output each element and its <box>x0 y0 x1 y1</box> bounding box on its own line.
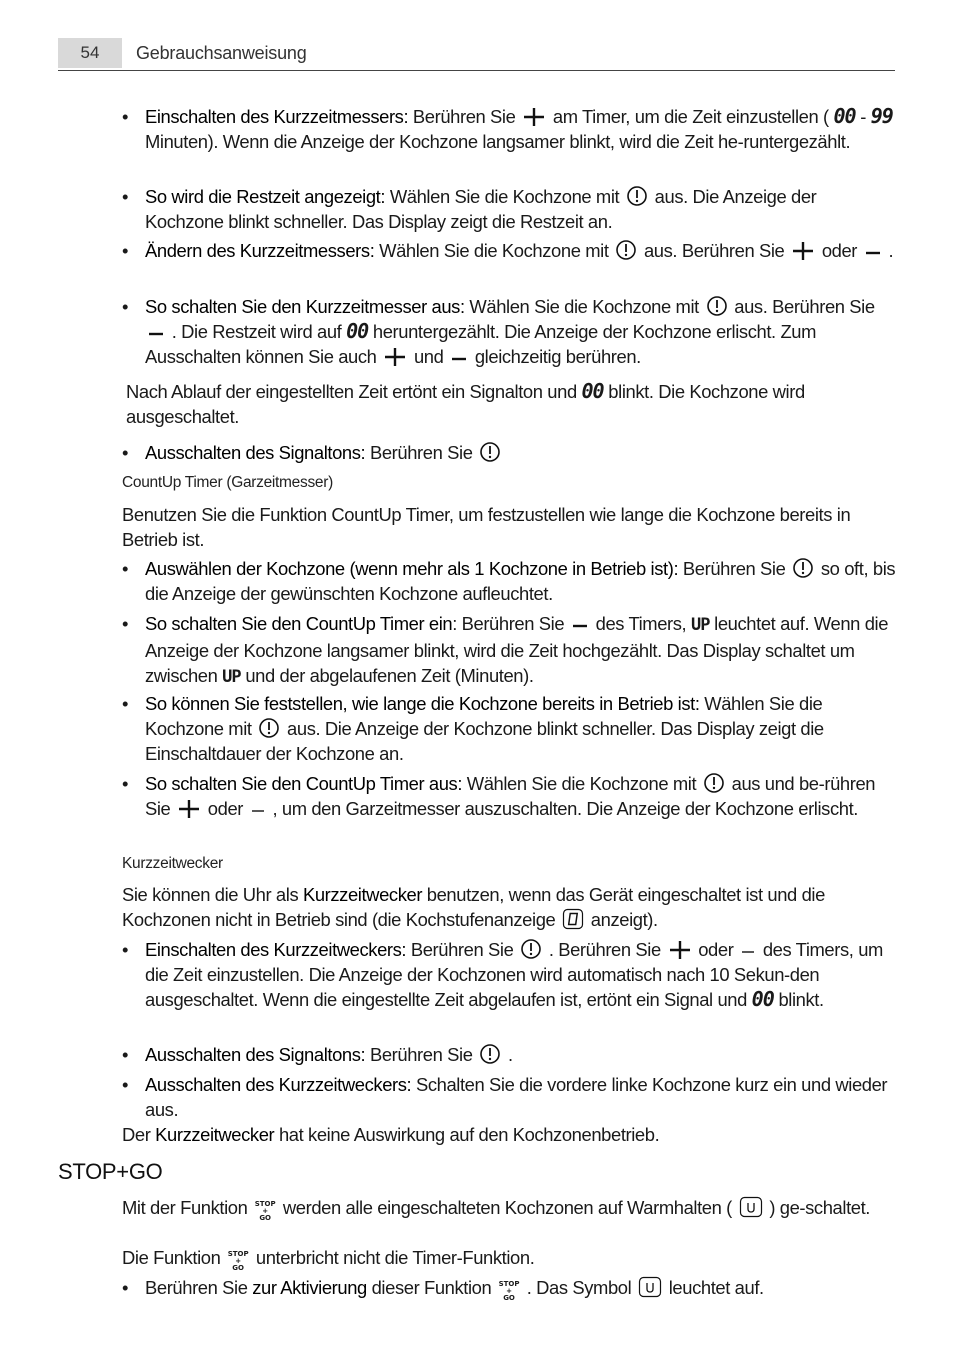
text: Die Funktion <box>122 1247 226 1268</box>
term: Ändern des Kurzzeitmessers: <box>145 240 375 261</box>
section-heading-stopgo: STOP+GO <box>58 1159 163 1184</box>
text: leuchtet auf. <box>664 1277 764 1298</box>
list-item-stopgo-activate <box>145 1275 897 1302</box>
list-item-countup-off <box>145 771 897 821</box>
minus-icon <box>571 614 589 634</box>
text: . Die Restzeit wird auf <box>167 321 347 342</box>
page-number: 54 <box>80 43 100 62</box>
text: Schalten Sie die vordere linke Kochzone kurz ein und wieder aus. <box>145 1074 888 1120</box>
plus-icon <box>383 347 407 367</box>
page-number-box <box>58 38 122 68</box>
text: so oft, bis die Anzeige der gewünschten Kochzone aufleuchtet. <box>145 558 896 604</box>
subheading-countup: CountUp Timer (Garzeitmesser) <box>122 474 333 491</box>
term: Kurzzeitwecker <box>302 884 423 905</box>
term: Ausschalten des Signaltons: <box>145 1044 366 1065</box>
minus-icon <box>864 241 882 261</box>
subheading-kurzzeitwecker: Kurzzeitwecker <box>122 855 223 872</box>
text: - <box>855 106 871 127</box>
text: Nach Ablauf der eingestellten Zeit ertönt ein Signalton und <box>126 381 582 402</box>
paragraph-stopgo-intro <box>122 1195 897 1222</box>
text: am Timer, um die Zeit einzustellen ( <box>548 106 834 127</box>
text: blinkt. Die Kochzone wird ausgeschaltet. <box>126 381 805 427</box>
go-label: GO <box>232 1264 244 1272</box>
text: Wählen Sie die Kochzone mit <box>374 240 614 261</box>
plus-icon <box>177 799 201 819</box>
minus-icon <box>250 799 266 819</box>
text: benutzen, wenn das Gerät eingeschaltet ist und die Kochzonen nicht in Betrieb sind (die Kochstufenanzeige <box>122 884 825 930</box>
text: Sie können die Uhr als <box>122 884 303 905</box>
text: Berühren Sie <box>365 442 478 463</box>
text: aus. Die Anzeige der Kochzone blinkt schneller. Das Display zeigt die Restzeit an. <box>145 186 817 232</box>
paragraph-countup-intro: Benutzen Sie die Funktion CountUp Timer, um festzustellen wie lange die Kochzone bereits in Betrieb ist. <box>122 504 851 550</box>
text: Berühren Sie <box>145 1277 253 1298</box>
keep-warm-icon <box>638 1276 662 1298</box>
list-item-select-zone <box>145 556 897 606</box>
timer-icon <box>792 557 814 579</box>
text: aus. Die Anzeige der Kochzone blinkt schneller. Das Display zeigt die Einschaltdauer der Kochzone an. <box>145 718 824 764</box>
timer-icon <box>479 441 501 463</box>
list-item-elapsed-time <box>145 691 897 766</box>
stop-label: STOP <box>498 1280 520 1288</box>
stop-label: STOP <box>254 1200 276 1208</box>
header-rule <box>58 70 895 71</box>
term: So schalten Sie den Kurzzeitmesser aus: <box>145 296 465 317</box>
plus-icon <box>522 107 546 127</box>
text: aus. Berühren Sie <box>639 240 790 261</box>
text: : Berühren Sie <box>452 613 569 634</box>
list-item-timer-off <box>145 294 897 369</box>
display-up-symbol: UP <box>222 667 241 687</box>
display-0-symbol <box>562 908 584 930</box>
text: werden alle eingeschalteten Kochzonen auf Warmhalten ( <box>278 1197 737 1218</box>
term: So schalten Sie den CountUp Timer ein <box>145 613 453 634</box>
term: zur Aktivierung <box>252 1277 367 1298</box>
list-item-signal-off <box>145 440 897 465</box>
text: oder <box>203 798 248 819</box>
go-label: GO <box>503 1294 515 1302</box>
text: Wählen Sie die Kochzone mit <box>462 773 701 794</box>
stop-go-icon <box>252 1201 278 1222</box>
list-item-countup-on <box>145 611 897 690</box>
term: Ausschalten des Signaltons: <box>145 442 366 463</box>
term: So wird die Restzeit angezeigt: <box>145 186 386 207</box>
minus-icon <box>450 347 468 367</box>
stop-go-icon <box>496 1281 522 1302</box>
display-00-symbol: 00 <box>751 987 774 1011</box>
text: und der abgelaufenen Zeit (Minuten). <box>240 665 534 686</box>
term: Einschalten des Kurzzeitweckers: <box>145 939 407 960</box>
text: . <box>883 240 894 261</box>
go-label: GO <box>259 1214 272 1222</box>
text: oder <box>693 939 739 960</box>
text: Berühren Sie <box>365 1044 478 1065</box>
stop-label: STOP <box>227 1250 249 1258</box>
list-item-remaining-time <box>145 184 897 234</box>
text: und <box>409 346 449 367</box>
keep-warm-icon <box>739 1196 763 1218</box>
text: anzeigt). <box>586 909 658 930</box>
text: des Timers, um die Zeit einzustellen. Die Anzeige der Kochzonen wird automatisch nach 10 Sekun-den ausgeschaltet. Wenn die eingestellte Zeit abgelaufen ist, ertönt ein Signal und <box>145 939 883 1010</box>
stop-go-icon <box>225 1251 251 1272</box>
text: Berühren Sie <box>678 558 791 579</box>
text: Der <box>122 1124 156 1145</box>
term: Ausschalten des Kurzzeitweckers: <box>145 1074 412 1095</box>
text: . Das Symbol <box>522 1277 637 1298</box>
running-head: Gebrauchsanweisung <box>136 43 307 63</box>
minus-icon <box>147 322 165 342</box>
display-00-symbol: 00 <box>833 104 856 128</box>
list-item-wecker-off <box>145 1072 897 1122</box>
text: , um den Garzeitmesser auszuschalten. Die Anzeige der Kochzone erlischt. <box>267 798 858 819</box>
text: des Timers, <box>590 613 691 634</box>
display-00-symbol: 00 <box>346 319 369 343</box>
timer-icon <box>615 239 637 261</box>
text: . Berühren Sie <box>544 939 666 960</box>
text: heruntergezählt. Die Anzeige der Kochzone erlischt. Zum Ausschalten können Sie auch <box>145 321 817 367</box>
text: Wählen Sie die Kochzone mit <box>145 693 823 739</box>
text: Berühren Sie <box>408 106 521 127</box>
timer-icon <box>258 717 280 739</box>
text: aus und be-rühren Sie <box>145 773 876 819</box>
term: So können Sie feststellen, wie lange die Kochzone bereits in Betrieb ist: <box>145 693 700 714</box>
stop-go-plus: + <box>235 1257 242 1265</box>
term: So schalten Sie den CountUp Timer aus: <box>145 773 463 794</box>
timer-icon <box>520 938 542 960</box>
list-item-signal-off-2 <box>145 1042 897 1067</box>
list-item-timer-on <box>145 104 897 154</box>
text: oder <box>817 240 862 261</box>
text: Mit der Funktion <box>122 1197 253 1218</box>
text: Wählen Sie die Kochzone mit <box>464 296 704 317</box>
term: Einschalten des Kurzzeitmessers: <box>145 106 409 127</box>
plus-icon <box>791 241 815 261</box>
timer-icon <box>626 185 648 207</box>
paragraph-timer-end <box>126 379 896 429</box>
paragraph-wecker-note <box>122 1122 897 1147</box>
timer-icon <box>479 1043 501 1065</box>
term: Auswählen der Kochzone (wenn mehr als 1 Kochzone in Betrieb ist): <box>145 558 679 579</box>
paragraph-kurzzeitwecker-intro <box>122 882 897 932</box>
text: Berühren Sie <box>406 939 519 960</box>
plus-icon <box>668 940 692 960</box>
text: dieser Funktion <box>366 1277 497 1298</box>
text: hat keine Auswirkung auf den Kochzonenbetrieb. <box>274 1124 660 1145</box>
timer-icon <box>706 295 728 317</box>
text: unterbricht nicht die Timer-Funktion. <box>251 1247 535 1268</box>
display-00-symbol: 00 <box>581 379 604 403</box>
text: Wählen Sie die Kochzone mit <box>385 186 624 207</box>
timer-icon <box>703 772 725 794</box>
text: ) ge-schaltet. <box>764 1197 871 1218</box>
term: Kurzzeitwecker <box>155 1124 275 1145</box>
text: Minuten). Wenn die Anzeige der Kochzone langsamer blinkt, wird die Zeit he-runtergezählt. <box>145 131 851 152</box>
paragraph-stopgo-timer <box>122 1245 897 1272</box>
text: . <box>503 1044 513 1065</box>
text: leuchtet auf. Wenn die Anzeige der Kochzone langsamer blinkt, wird die Zeit hochgezählt. Das Display schaltet um zwischen <box>145 613 889 686</box>
stop-go-plus: + <box>506 1287 512 1295</box>
list-item-wecker-on <box>145 937 897 1012</box>
display-99-symbol: 99 <box>870 104 893 128</box>
minus-icon <box>740 940 756 960</box>
list-item-change-timer <box>145 238 897 263</box>
display-up-symbol: UP <box>690 615 710 635</box>
text: blinkt. <box>773 989 824 1010</box>
text: gleichzeitig berühren. <box>470 346 641 367</box>
stop-go-plus: + <box>262 1207 269 1215</box>
text: aus. Berühren Sie <box>729 296 875 317</box>
